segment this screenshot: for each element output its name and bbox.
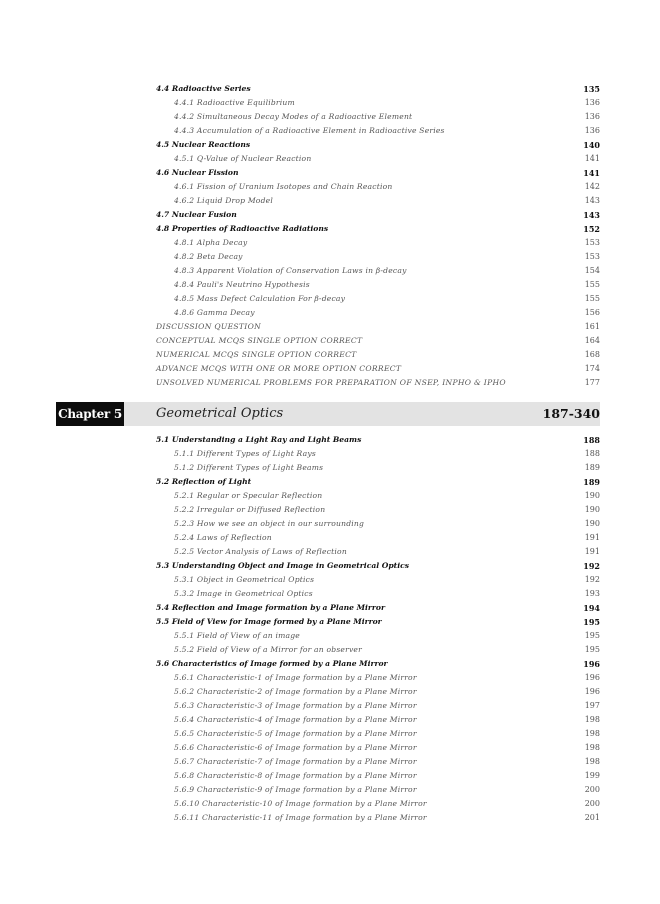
toc-entry-section [156, 208, 600, 222]
toc-entry-page: 153 [584, 252, 600, 261]
toc-entry-title: 5.2 Reflection of Light [156, 477, 252, 486]
toc-entry-page: 141 [584, 154, 600, 163]
toc-entry-sub [156, 447, 600, 461]
toc-entry-sub [156, 699, 600, 713]
toc-entry-page: 189 [583, 477, 600, 487]
toc-entry-page: 188 [583, 435, 600, 445]
toc-entry-sub [156, 671, 600, 685]
toc-entry-title: 4.4.1 Radioactive Equilibrium [174, 98, 295, 107]
toc-entry-title: 4.8.5 Mass Defect Calculation For β-decay [174, 294, 346, 303]
toc-entry-page: 196 [584, 687, 600, 696]
toc-entry-section [156, 138, 600, 152]
toc-entry-page: 161 [584, 322, 600, 331]
toc-entry-section [156, 559, 600, 573]
toc-entry-title: 5.6.7 Characteristic-7 of Image formation by a Plane Mirror [174, 757, 417, 766]
toc-entry-page: 152 [583, 224, 600, 234]
toc-entry-title: 4.6 Nuclear Fission [156, 168, 239, 177]
toc-entry-page: 189 [584, 463, 600, 472]
toc-entry-title: UNSOLVED NUMERICAL PROBLEMS FOR PREPARATION OF NSEP, INPHO & IPHO [156, 378, 506, 387]
toc-entry-sub [156, 292, 600, 306]
chapter-title: Geometrical Optics [156, 406, 284, 421]
toc-entry-misc [156, 334, 600, 348]
toc-entry-title: 5.2.3 How we see an object in our surrounding [174, 519, 365, 528]
toc-entry-sub [156, 685, 600, 699]
toc-entry-page: 197 [584, 701, 600, 710]
toc-entry-misc [156, 376, 600, 390]
toc-entry-page: 155 [584, 280, 600, 289]
toc-entry-page: 191 [584, 533, 600, 542]
toc-entry-page: 191 [584, 547, 600, 556]
toc-entry-title: CONCEPTUAL MCQS SINGLE OPTION CORRECT [156, 336, 363, 345]
toc-entry-page: 135 [583, 84, 600, 94]
toc-entry-section [156, 475, 600, 489]
toc-entry-page: 142 [584, 182, 600, 191]
toc-entry-title: 5.5.2 Field of View of a Mirror for an observer [174, 645, 362, 654]
toc-entry-page: 164 [584, 336, 600, 345]
toc-entry-page: 199 [584, 771, 600, 780]
toc-entry-sub [156, 264, 600, 278]
toc-entry-title: 5.5 Field of View for Image formed by a Plane Mirror [156, 617, 382, 626]
toc-entry-section [156, 601, 600, 615]
toc-entry-sub [156, 96, 600, 110]
toc-entry-title: 5.2.4 Laws of Reflection [174, 533, 272, 542]
toc-entry-sub [156, 713, 600, 727]
toc-entry-page: 195 [584, 631, 600, 640]
toc-entry-sub [156, 517, 600, 531]
toc-entry-sub [156, 194, 600, 208]
toc-entry-page: 136 [584, 112, 600, 121]
toc-entry-sub [156, 587, 600, 601]
toc-entry-page: 198 [584, 729, 600, 738]
toc-entry-sub [156, 769, 600, 783]
toc-entry-page: 190 [584, 519, 600, 528]
toc-entry-sub [156, 783, 600, 797]
toc-entry-sub [156, 124, 600, 138]
toc-entry-title: 4.4.2 Simultaneous Decay Modes of a Radioactive Element [174, 112, 413, 121]
toc-entry-page: 201 [584, 813, 600, 822]
toc-entry-title: 4.8.3 Apparent Violation of Conservation Laws in β-decay [174, 266, 407, 275]
toc-entry-title: 5.6.3 Characteristic-3 of Image formation by a Plane Mirror [174, 701, 417, 710]
toc-entry-page: 196 [584, 673, 600, 682]
toc-entry-page: 140 [583, 140, 600, 150]
toc-entry-sub [156, 236, 600, 250]
toc-entry-title: 5.6.10 Characteristic-10 of Image formation by a Plane Mirror [174, 799, 427, 808]
toc-entry-page: 190 [584, 491, 600, 500]
toc-entry-page: 200 [584, 785, 600, 794]
toc-entry-sub [156, 573, 600, 587]
toc-entry-page: 188 [584, 449, 600, 458]
toc-entry-title: 4.4.3 Accumulation of a Radioactive Element in Radioactive Series [174, 126, 445, 135]
toc-entry-title: 5.6.4 Characteristic-4 of Image formation by a Plane Mirror [174, 715, 417, 724]
toc-entry-title: 4.6.2 Liquid Drop Model [174, 196, 273, 205]
toc-entry-page: 136 [584, 98, 600, 107]
toc-entry-section [156, 222, 600, 236]
toc-entry-page: 192 [584, 575, 600, 584]
toc-entry-page: 143 [584, 196, 600, 205]
toc-entry-title: 5.6.6 Characteristic-6 of Image formation by a Plane Mirror [174, 743, 417, 752]
toc-entry-title: 4.8.2 Beta Decay [174, 252, 243, 261]
toc-entry-page: 195 [583, 617, 600, 627]
toc-entry-title: 4.4 Radioactive Series [156, 84, 251, 93]
toc-entry-title: 4.8 Properties of Radioactive Radiations [156, 224, 329, 233]
toc-entry-title: 5.6.8 Characteristic-8 of Image formation by a Plane Mirror [174, 771, 417, 780]
toc-entry-misc [156, 348, 600, 362]
toc-entry-page: 141 [583, 168, 600, 178]
toc-entry-sub [156, 755, 600, 769]
toc-entry-section [156, 82, 600, 96]
toc-entry-sub [156, 545, 600, 559]
toc-entry-sub [156, 110, 600, 124]
chapter-page-range: 187-340 [542, 406, 600, 421]
toc-entry-sub [156, 811, 600, 825]
toc-entry-page: 174 [584, 364, 600, 373]
toc-entry-section [156, 657, 600, 671]
toc-entry-section [156, 166, 600, 180]
chapter-label: Chapter 5 [56, 402, 124, 426]
toc-entry-title: 5.6 Characteristics of Image formed by a Plane Mirror [156, 659, 388, 668]
toc-entry-page: 195 [584, 645, 600, 654]
toc-entry-page: 168 [584, 350, 600, 359]
toc-entry-title: 5.1 Understanding a Light Ray and Light Beams [156, 435, 362, 444]
toc-entry-title: 5.4 Reflection and Image formation by a Plane Mirror [156, 603, 385, 612]
toc-entry-title: 4.6.1 Fission of Uranium Isotopes and Chain Reaction [174, 182, 393, 191]
toc-block-chapter-5 [156, 433, 600, 825]
toc-entry-title: 5.1.2 Different Types of Light Beams [174, 463, 324, 472]
toc-entry-title: 5.6.2 Characteristic-2 of Image formation by a Plane Mirror [174, 687, 417, 696]
toc-entry-section [156, 433, 600, 447]
toc-entry-title: 4.8.6 Gamma Decay [174, 308, 255, 317]
toc-entry-sub [156, 152, 600, 166]
toc-entry-sub [156, 797, 600, 811]
toc-entry-title: 4.5.1 Q-Value of Nuclear Reaction [174, 154, 312, 163]
toc-entry-title: DISCUSSION QUESTION [156, 322, 262, 331]
toc-entry-page: 196 [583, 659, 600, 669]
toc-entry-misc [156, 320, 600, 334]
toc-entry-title: 5.5.1 Field of View of an image [174, 631, 300, 640]
toc-entry-misc [156, 362, 600, 376]
toc-entry-sub [156, 643, 600, 657]
toc-entry-title: 4.8.1 Alpha Decay [174, 238, 248, 247]
toc-entry-title: 5.6.5 Characteristic-5 of Image formation by a Plane Mirror [174, 729, 417, 738]
toc-block-chapter-4 [156, 82, 600, 390]
toc-entry-section [156, 615, 600, 629]
toc-entry-title: 5.2.2 Irregular or Diffused Reflection [174, 505, 326, 514]
toc-entry-title: 5.6.11 Characteristic-11 of Image formation by a Plane Mirror [174, 813, 427, 822]
toc-entry-sub [156, 531, 600, 545]
toc-entry-sub [156, 180, 600, 194]
toc-entry-page: 192 [583, 561, 600, 571]
toc-entry-page: 198 [584, 757, 600, 766]
toc-entry-title: ADVANCE MCQS WITH ONE OR MORE OPTION CORRECT [156, 364, 402, 373]
toc-entry-page: 154 [584, 266, 600, 275]
toc-entry-page: 155 [584, 294, 600, 303]
toc-entry-title: NUMERICAL MCQS SINGLE OPTION CORRECT [156, 350, 357, 359]
toc-entry-page: 177 [584, 378, 600, 387]
toc-entry-page: 153 [584, 238, 600, 247]
toc-entry-title: 5.6.1 Characteristic-1 of Image formation by a Plane Mirror [174, 673, 417, 682]
toc-entry-sub [156, 306, 600, 320]
toc-entry-page: 200 [584, 799, 600, 808]
toc-entry-title: 4.8.4 Pauli's Neutrino Hypothesis [174, 280, 310, 289]
toc-entry-sub [156, 461, 600, 475]
toc-entry-sub [156, 727, 600, 741]
toc-entry-title: 5.3 Understanding Object and Image in Geometrical Optics [156, 561, 409, 570]
toc-entry-page: 198 [584, 715, 600, 724]
toc-entry-sub [156, 278, 600, 292]
toc-entry-sub [156, 629, 600, 643]
toc-entry-page: 156 [584, 308, 600, 317]
toc-entry-title: 5.1.1 Different Types of Light Rays [174, 449, 316, 458]
toc-entry-sub [156, 503, 600, 517]
toc-entry-page: 190 [584, 505, 600, 514]
toc-entry-page: 194 [583, 603, 600, 613]
chapter-heading-band [56, 402, 600, 426]
toc-entry-title: 5.2.5 Vector Analysis of Laws of Reflection [174, 547, 347, 556]
toc-entry-sub [156, 489, 600, 503]
toc-entry-title: 5.3.2 Image in Geometrical Optics [174, 589, 313, 598]
toc-entry-title: 5.2.1 Regular or Specular Reflection [174, 491, 323, 500]
toc-entry-sub [156, 250, 600, 264]
toc-entry-page: 198 [584, 743, 600, 752]
toc-entry-title: 5.6.9 Characteristic-9 of Image formation by a Plane Mirror [174, 785, 417, 794]
toc-entry-page: 143 [583, 210, 600, 220]
toc-entry-page: 136 [584, 126, 600, 135]
toc-entry-title: 4.5 Nuclear Reactions [156, 140, 251, 149]
toc-entry-page: 193 [584, 589, 600, 598]
toc-entry-title: 5.3.1 Object in Geometrical Optics [174, 575, 315, 584]
toc-entry-title: 4.7 Nuclear Fusion [156, 210, 237, 219]
toc-entry-sub [156, 741, 600, 755]
